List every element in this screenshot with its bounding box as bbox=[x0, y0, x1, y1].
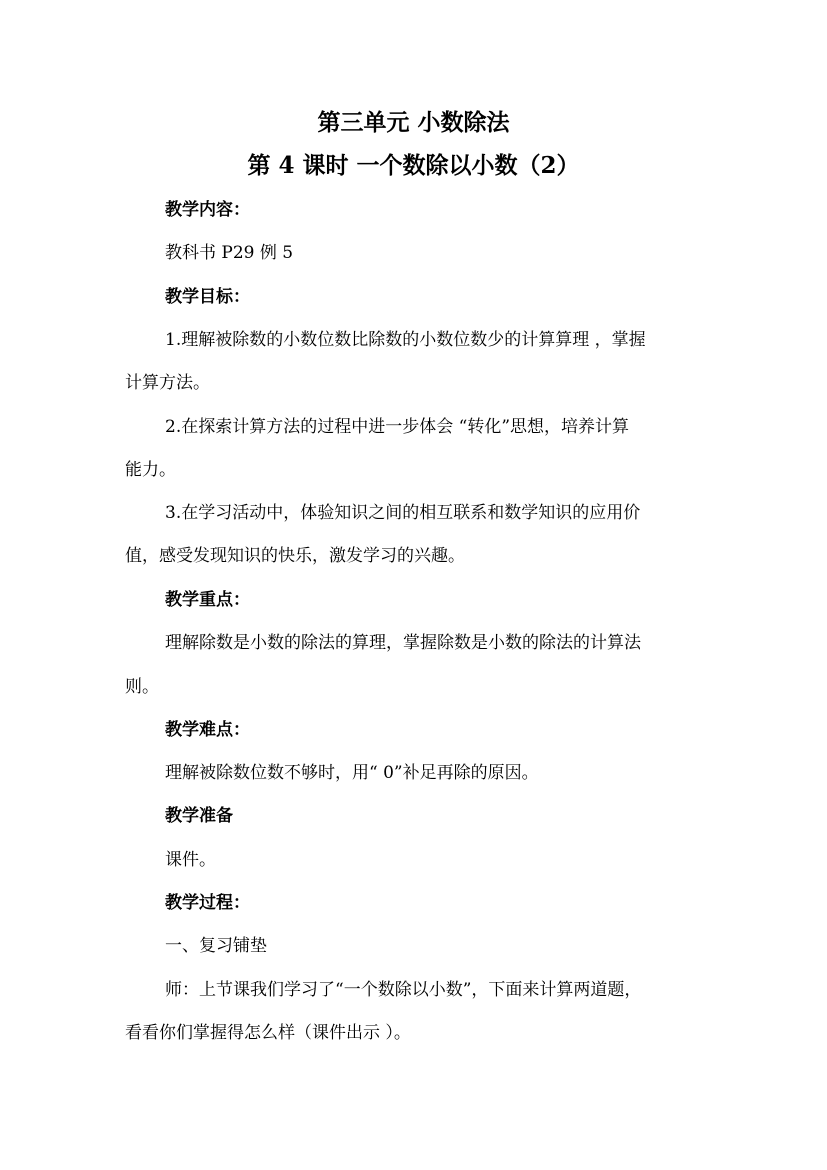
step-1-heading: 一、复习铺垫 bbox=[165, 936, 267, 956]
step-1-line-2: 看看你们掌握得怎么样（课件出示 ）。 bbox=[125, 1023, 411, 1043]
content-heading: 教学内容： bbox=[165, 200, 250, 220]
goal-3-line-1: 3.在学习活动中，体验知识之间的相互联系和数学知识的应用价 bbox=[165, 503, 641, 523]
prep-heading: 教学准备 bbox=[165, 806, 233, 826]
goals-heading: 教学目标： bbox=[165, 287, 250, 307]
key-line-2: 则。 bbox=[125, 677, 159, 697]
goal-2-line-2: 能力。 bbox=[125, 460, 176, 480]
prep-text: 课件。 bbox=[165, 850, 216, 870]
goal-1-line-2: 计算方法。 bbox=[125, 373, 210, 393]
key-line-1: 理解除数是小数的除法的算理，掌握除数是小数的除法的计算法 bbox=[165, 633, 641, 653]
difficulty-heading: 教学难点： bbox=[165, 720, 250, 740]
process-heading: 教学过程： bbox=[165, 893, 250, 913]
step-1-line-1: 师：上节课我们学习了“一个数除以小数”，下面来计算两道题， bbox=[165, 980, 642, 1000]
content-text: 教科书 P29 例 5 bbox=[165, 243, 294, 263]
difficulty-text: 理解被除数位数不够时，用“ 0”补足再除的原因。 bbox=[165, 763, 539, 783]
lesson-title: 第 4 课时 一个数除以小数（2） bbox=[247, 152, 580, 179]
goal-3-line-2: 值，感受发现知识的快乐，激发学习的兴趣。 bbox=[125, 546, 465, 566]
key-heading: 教学重点： bbox=[165, 590, 250, 610]
unit-title: 第三单元 小数除法 bbox=[317, 109, 510, 136]
goal-2-line-1: 2.在探索计算方法的过程中进一步体会 “转化”思想，培养计算 bbox=[165, 417, 630, 437]
goal-1-line-1: 1.理解被除数的小数位数比除数的小数位数少的计算算理 ，掌握 bbox=[165, 330, 646, 350]
